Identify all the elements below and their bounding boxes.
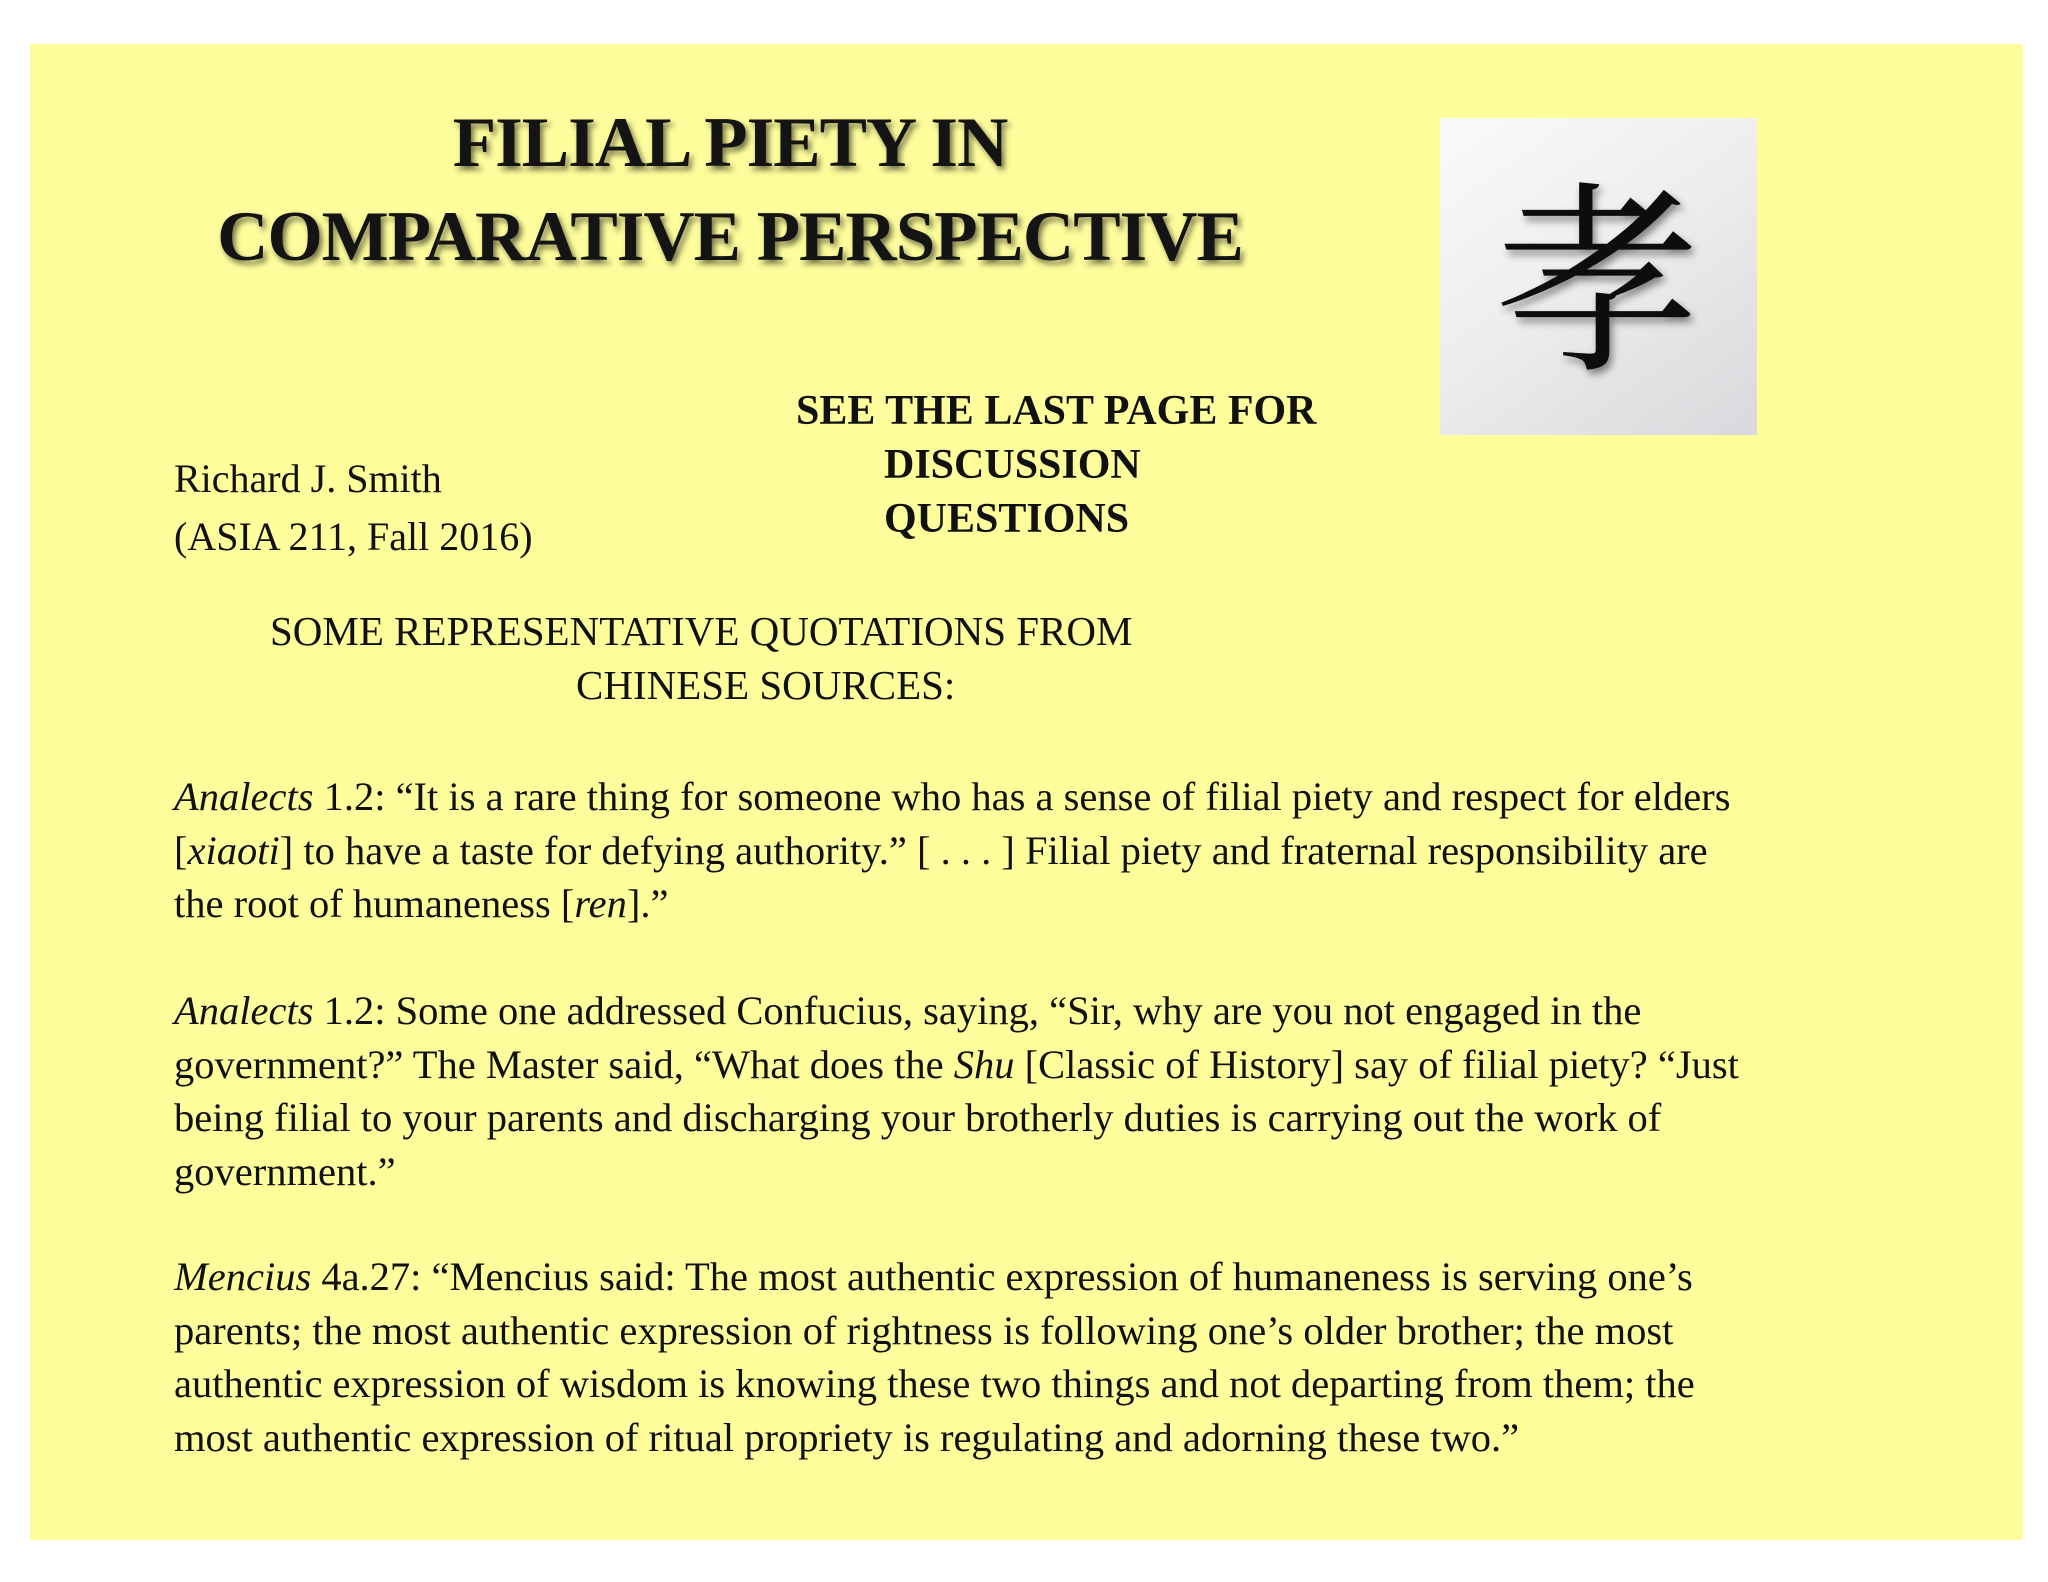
quote-text: the root of humaneness [: [174, 881, 575, 926]
section-heading: [174, 604, 1294, 712]
quote-text: 1.2: “It is a rare thing for someone who has a sense of filial piety and respect for elders: [323, 774, 1731, 819]
xiao-glyph: 孝: [1495, 165, 1701, 403]
quote-source: Mencius: [174, 1254, 312, 1299]
xiao-character-icon: [1440, 118, 1757, 435]
note-line-3: QUESTIONS: [884, 496, 1130, 542]
quote-mencius: [174, 1250, 1914, 1464]
discussion-note: [796, 384, 1317, 546]
quote-text: most authentic expression of ritual propriety is regulating and adorning these two.”: [174, 1414, 1520, 1460]
quote-analects-2: [174, 984, 1914, 1198]
slide-title: [140, 96, 1320, 284]
quote-text: [: [174, 827, 188, 873]
quote-text: 4a.27: “Mencius said: The most authentic expression of humaneness is serving one’s: [321, 1254, 1693, 1299]
note-line-1: SEE THE LAST PAGE FOR: [796, 388, 1317, 434]
note-line-2: DISCUSSION: [884, 442, 1141, 488]
course-info: (ASIA 211, Fall 2016): [174, 514, 533, 559]
quote-text: [Classic of History] say of filial piety? “Just: [1014, 1041, 1739, 1087]
quote-text: ] to have a taste for defying authority.” [ . . . ] Filial piety and fraternal responsibility are: [279, 827, 1708, 873]
title-line-1: FILIAL PIETY IN: [452, 104, 1008, 182]
quote-text: being filial to your parents and discharging your brotherly duties is carrying out the work of: [174, 1095, 1662, 1140]
quote-source: Analects: [174, 774, 314, 819]
title-line-2: COMPARATIVE PERSPECTIVE: [217, 198, 1243, 276]
quote-source: Analects: [174, 988, 314, 1033]
quote-text: 1.2: Some one addressed Confucius, saying, “Sir, why are you not engaged in the: [323, 988, 1642, 1033]
quote-analects-1: [174, 770, 1914, 931]
quote-text: ].”: [626, 881, 669, 926]
author-block: [174, 450, 533, 566]
section-heading-line-2: CHINESE SOURCES:: [576, 662, 956, 708]
quote-term: xiaoti: [187, 827, 280, 873]
section-heading-line-1: SOME REPRESENTATIVE QUOTATIONS FROM: [270, 608, 1133, 654]
xiao-character-image: [1440, 118, 1757, 435]
quote-text: authentic expression of wisdom is knowing these two things and not departing from them; the: [174, 1361, 1695, 1406]
quote-text: parents; the most authentic expression of rightness is following one’s older brother; the most: [174, 1307, 1674, 1353]
quote-term: ren: [574, 881, 627, 926]
quote-text: government.”: [174, 1148, 396, 1194]
author-name: Richard J. Smith: [174, 456, 442, 501]
quote-term: Shu: [953, 1041, 1015, 1087]
quote-text: government?” The Master said, “What does the: [174, 1041, 954, 1087]
